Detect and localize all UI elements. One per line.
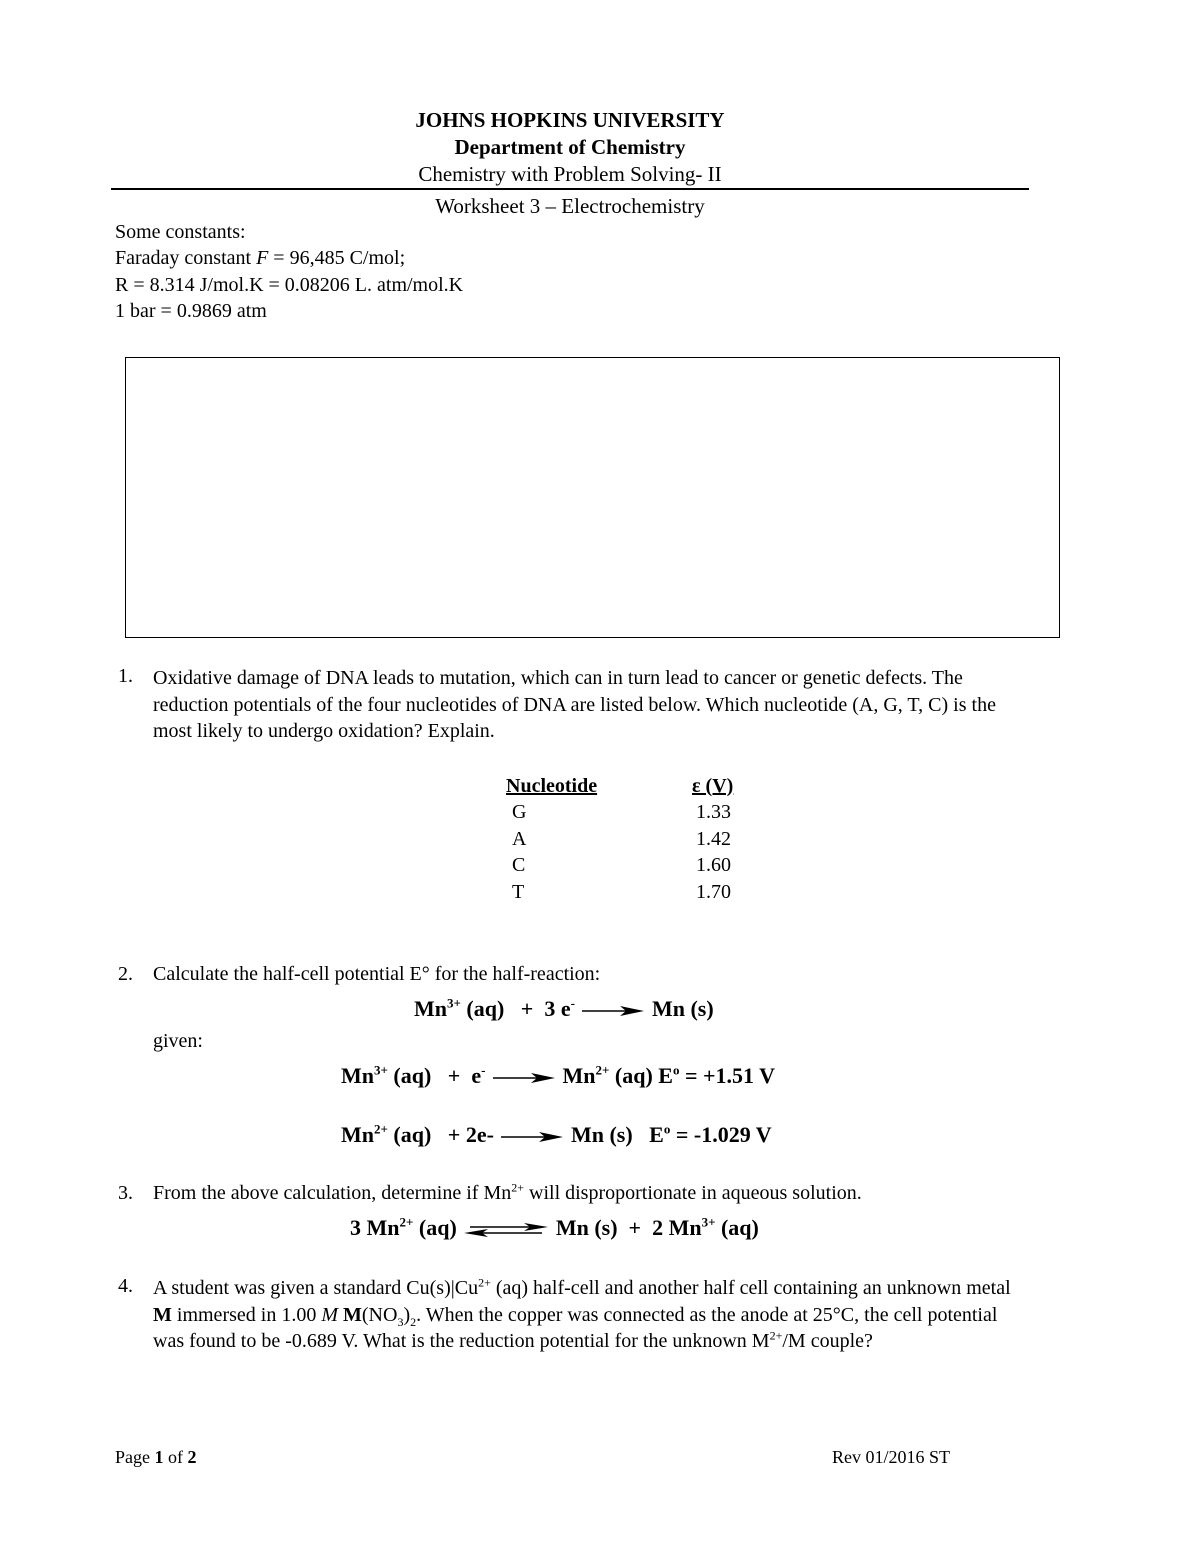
q2-number: 2. bbox=[118, 963, 133, 985]
page-number: Page 1 of 2 bbox=[115, 1447, 197, 1467]
course-title: Chemistry with Problem Solving- II bbox=[418, 162, 722, 186]
nucleotide-table bbox=[506, 773, 733, 906]
q2-equation-2: $Mn^{2+}$ (aq) + 2e- Mn (s) $E^o = -1.029$ V bbox=[341, 1121, 772, 1147]
q3-equation: 3 $Mn^{2+}$ (aq) Mn (s) + 2 $Mn^{3+}$ (aq) bbox=[350, 1214, 759, 1240]
table-row bbox=[506, 826, 733, 853]
table-row bbox=[506, 800, 733, 827]
header-rule bbox=[111, 188, 1029, 190]
q4-text: A student was given a standard $Cu(s)|Cu^{2+}$ (aq) half-cell and another half cell containing an unknown metal M immersed in 1.00 M $M(NO_3)_2$. When the copper was connected as the anode at 25°C, the cell potential was found to be -0.689 V. What is the reduction potential for the unknown $M^{2+}/M$ couple? bbox=[153, 1275, 1011, 1352]
right-arrow-icon bbox=[491, 1071, 557, 1085]
table-cell: A bbox=[512, 827, 527, 850]
table-cell: G bbox=[512, 801, 527, 824]
table-cell: 1.60 bbox=[696, 854, 731, 877]
table-cell: C bbox=[512, 854, 526, 877]
bar-conversion: 1 bar = 0.9869 atm bbox=[115, 300, 267, 322]
table-cell: T bbox=[512, 880, 525, 903]
department-title: Department of Chemistry bbox=[454, 135, 686, 159]
university-title: JOHNS HOPKINS UNIVERSITY bbox=[415, 108, 725, 132]
q2-text: Calculate the half-cell potential E° for the half-reaction: bbox=[153, 963, 601, 985]
table-row bbox=[506, 853, 733, 880]
faraday-constant: Faraday constant F = 96,485 C/mol; bbox=[115, 247, 406, 269]
header-potential: ε (V) bbox=[692, 774, 734, 797]
worksheet-title: Worksheet 3 – Electrochemistry bbox=[435, 194, 705, 218]
q2-equation-1: $Mn^{3+}$ (aq) + e- $Mn^{2+}$ (aq) $E^o = +1.51$ V bbox=[341, 1062, 776, 1088]
answer-box bbox=[125, 357, 1060, 638]
table-row bbox=[506, 879, 733, 906]
q1-text: Oxidative damage of DNA leads to mutation, which can in turn lead to cancer or genetic defects. The reduction potentials of the four nucleotides of DNA are listed below. Which nucleotide (A, G, T, C) is the most likely to undergo oxidation? Explain. bbox=[153, 667, 996, 742]
q4-number: 4. bbox=[118, 1275, 133, 1297]
right-arrow-icon bbox=[580, 1004, 646, 1018]
q1-number: 1. bbox=[118, 665, 133, 687]
header-nucleotide: Nucleotide bbox=[506, 774, 598, 797]
table-cell: 1.70 bbox=[696, 880, 731, 903]
table-cell: 1.42 bbox=[696, 827, 731, 850]
revision-label: Rev 01/2016 ST bbox=[832, 1447, 951, 1467]
table-cell: 1.33 bbox=[696, 801, 731, 824]
right-arrow-icon bbox=[499, 1130, 565, 1144]
q2-main-equation: $Mn^{3+}$ (aq) + 3 e- Mn (s) bbox=[414, 995, 714, 1021]
given-label: given: bbox=[153, 1030, 203, 1052]
q3-text: From the above calculation, determine if $Mn^{2+}$ will disproportionate in aqueous solution. bbox=[153, 1180, 862, 1204]
table-header-row bbox=[506, 773, 733, 800]
q3-number: 3. bbox=[118, 1182, 133, 1204]
gas-constant: R = 8.314 J/mol.K = 0.08206 L. atm/mol.K bbox=[115, 274, 464, 296]
equilibrium-arrow-icon bbox=[462, 1222, 550, 1238]
constants-heading: Some constants: bbox=[115, 221, 246, 243]
